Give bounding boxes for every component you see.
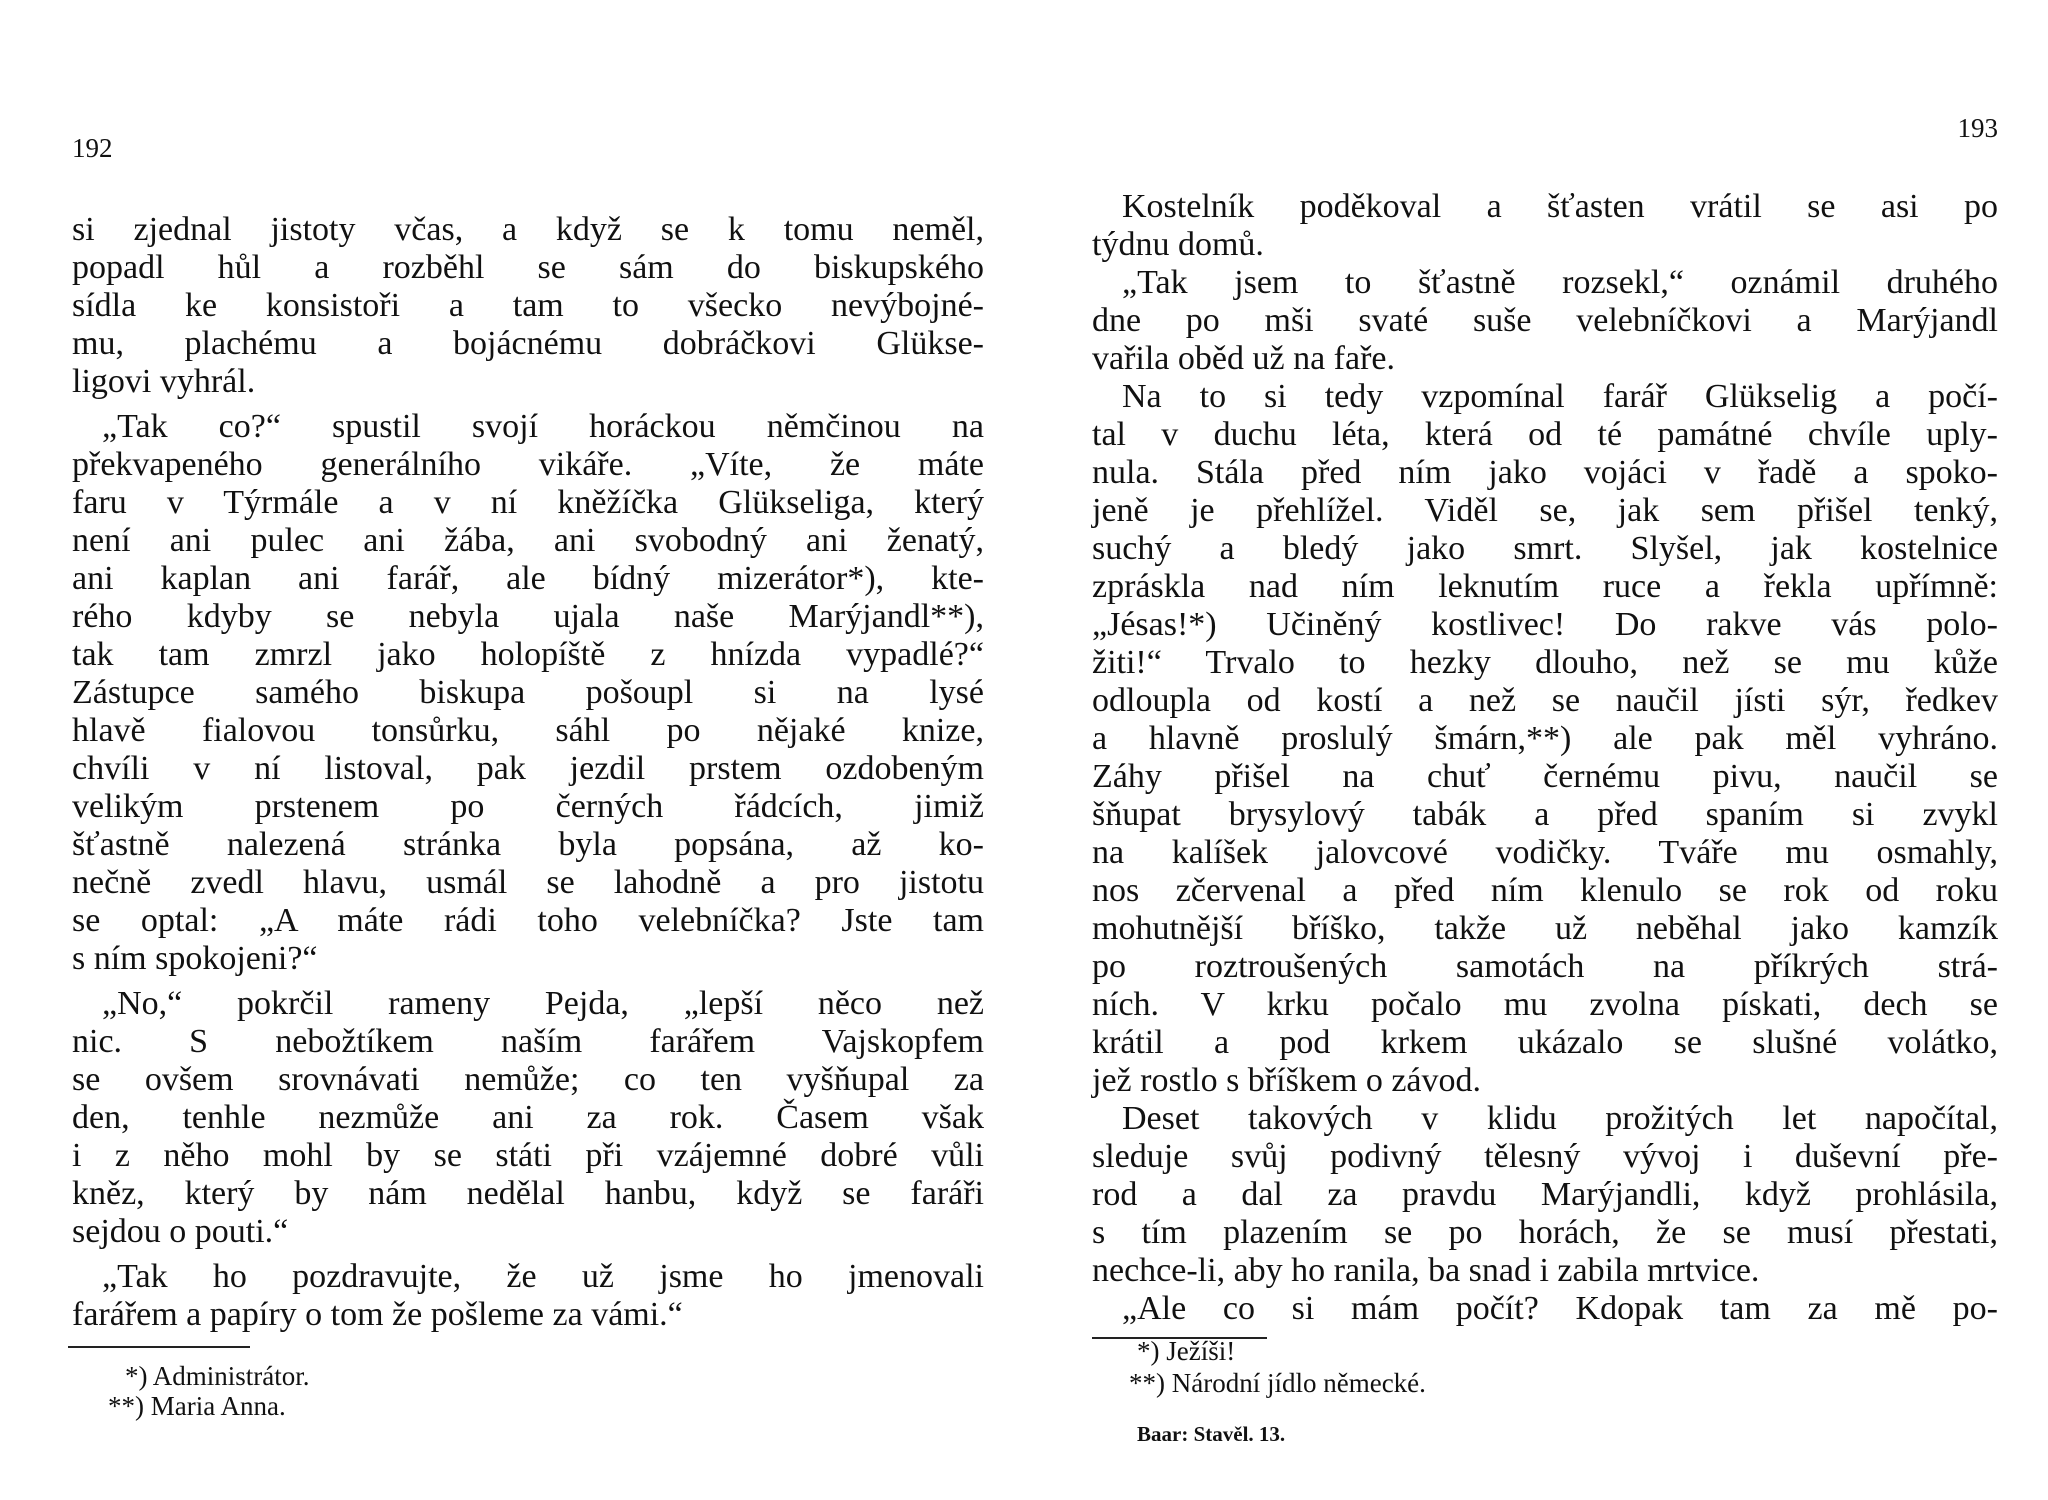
text-line: týdnu domů. <box>1092 226 1264 263</box>
text-line: jež rostlo s bříškem o závod. <box>1092 1062 1482 1099</box>
text-line: sídla ke konsistoři a tam to všecko nevýbojné- <box>72 287 984 324</box>
text-line: se optal: „A máte rádi toho velebníčka? Jste tam <box>72 902 984 939</box>
text-line: tak tam zmrzl jako holopíště z hnízda vypadlé?“ <box>72 636 984 673</box>
right-page-body <box>1092 188 1998 1328</box>
text-line: nula. Stála před ním jako vojáci v řadě a spoko- <box>1092 454 1998 491</box>
text-line: nečně zvedl hlavu, usmál se lahodně a pro jistotu <box>72 864 984 901</box>
page-number-left: 192 <box>72 133 113 163</box>
text-line: mohutnější bříško, takže už neběhal jako kamzík <box>1092 910 1998 947</box>
text-line: Zástupce samého biskupa pošoupl si na lysé <box>72 674 984 711</box>
text-line: překvapeného generálního vikáře. „Víte, že máte <box>72 446 984 483</box>
text-line: popadl hůl a rozběhl se sám do biskupského <box>72 249 984 286</box>
footnote-text: Maria Anna. <box>150 1391 286 1421</box>
text-line: Na to si tedy vzpomínal farář Glükselig a počí- <box>1122 378 1998 415</box>
text-line: dne po mši svaté suše velebníčkovi a Marýjandl <box>1092 302 1998 339</box>
text-line: ligovi vyhrál. <box>72 363 256 400</box>
footnote-mark: **) <box>1129 1368 1165 1398</box>
text-line: šňupat brysylový tabák a před spaním si zvykl <box>1092 796 1998 833</box>
text-line: nos zčervenal a před ním klenulo se rok od roku <box>1092 872 1998 909</box>
text-line: den, tenhle nezmůže ani za rok. Časem však <box>72 1099 984 1136</box>
text-line: ani kaplan ani farář, ale bídný mizerátor*), kte- <box>72 560 984 597</box>
text-line: odloupla od kostí a než se naučil jísti sýr, ředkev <box>1092 682 1998 719</box>
text-line: „Tak jsem to šťastně rozsekl,“ oznámil druhého <box>1122 264 1998 301</box>
paragraph <box>1092 1100 1998 1290</box>
footnote-left-2 <box>108 1391 286 1421</box>
text-line: suchý a bledý jako smrt. Slyšel, jak kostelnice <box>1092 530 1998 567</box>
text-line: Záhy přišel na chuť černému pivu, naučil se <box>1092 758 1998 795</box>
text-line: nechce-li, aby ho ranila, ba snad i zabila mrtvice. <box>1092 1252 1760 1289</box>
text-line: chvíli v ní listoval, pak jezdil prstem ozdobeným <box>72 750 984 787</box>
text-line: velikým prstenem po černých řádcích, jimiž <box>72 788 984 825</box>
paragraph <box>1092 264 1998 378</box>
text-line: si zjednal jistoty včas, a když se k tomu neměl, <box>72 211 984 248</box>
paragraph <box>72 985 984 1251</box>
text-line: kněz, který by nám nedělal hanbu, když se faráři <box>72 1175 984 1212</box>
paragraph <box>1092 1290 1998 1328</box>
paragraph <box>72 408 984 978</box>
text-line: po roztroušených samotách na příkrých strá- <box>1092 948 1998 985</box>
text-line: jeně je přehlížel. Viděl se, jak sem přišel tenký, <box>1092 492 1998 529</box>
printer-signature: Baar: Stavěl. 13. <box>1137 1422 1286 1446</box>
text-line: „Tak co?“ spustil svojí horáckou němčinou na <box>102 408 984 445</box>
text-line: mu, plachému a bojácnému dobráčkovi Glükse- <box>72 325 984 362</box>
footnote-mark: **) <box>108 1391 144 1421</box>
text-line: s ním spokojeni?“ <box>72 940 318 977</box>
left-page-body <box>72 211 984 1334</box>
text-line: rod a dal za pravdu Marýjandli, když prohlásila, <box>1092 1176 1998 1213</box>
footnote-text: Ježíši! <box>1166 1336 1236 1366</box>
text-line: s tím plazením se po horách, že se musí přestati, <box>1092 1214 1998 1251</box>
paragraph <box>1092 188 1998 264</box>
text-line: faru v Týrmále a v ní kněžíčka Glükseliga, který <box>72 484 984 521</box>
text-line: i z něho mohl by se státi při vzájemné dobré vůli <box>72 1137 984 1174</box>
text-line: šťastně nalezená stránka byla popsána, až ko- <box>72 826 984 863</box>
footnote-left-1 <box>125 1361 310 1391</box>
text-line: zpráskla nad ním leknutím ruce a řekla upřímně: <box>1092 568 1998 605</box>
text-line: sleduje svůj podivný tělesný vývoj i duševní pře- <box>1092 1138 1998 1175</box>
footnote-mark: *) <box>125 1361 148 1391</box>
text-line: „No,“ pokrčil rameny Pejda, „lepší něco než <box>102 985 984 1022</box>
paragraph <box>72 1258 984 1334</box>
text-line: na kalíšek jalovcové vodičky. Tváře mu osmahly, <box>1092 834 1998 871</box>
footnote-text: Národní jídlo německé. <box>1171 1368 1426 1398</box>
text-line: sejdou o pouti.“ <box>72 1213 289 1250</box>
text-line: hlavě fialovou tonsůrku, sáhl po nějaké knize, <box>72 712 984 749</box>
footnote-right-2 <box>1129 1368 1426 1398</box>
text-line: „Jésas!*) Učiněný kostlivec! Do rakve vás polo- <box>1092 606 1998 643</box>
paragraph <box>72 211 984 401</box>
text-line: ních. V krku počalo mu zvolna pískati, dech se <box>1092 986 1998 1023</box>
text-line: se ovšem srovnávati nemůže; co ten vyšňupal za <box>72 1061 984 1098</box>
page-number-right: 193 <box>1957 113 1998 143</box>
paragraph <box>1092 378 1998 1100</box>
text-line: rého kdyby se nebyla ujala naše Marýjandl**), <box>72 598 984 635</box>
text-line: vařila oběd už na faře. <box>1092 340 1395 377</box>
footnote-divider-left <box>68 1346 250 1348</box>
text-line: krátil a pod krkem ukázalo se slušné volátko, <box>1092 1024 1998 1061</box>
text-line: farářem a papíry o tom že pošleme za vámi.“ <box>72 1296 683 1333</box>
text-line: Deset takových v klidu prožitých let napočítal, <box>1122 1100 1998 1137</box>
footnote-mark: *) <box>1137 1336 1160 1366</box>
text-line: „Ale co si mám počít? Kdopak tam za mě po- <box>1122 1290 1998 1327</box>
text-line: a hlavně proslulý šmárn,**) ale pak měl vyhráno. <box>1092 720 1998 757</box>
text-line: není ani pulec ani žába, ani svobodný ani ženatý, <box>72 522 984 559</box>
footnote-right-1 <box>1137 1336 1235 1366</box>
text-line: žiti!“ Trvalo to hezky dlouho, než se mu kůže <box>1092 644 1998 681</box>
text-line: „Tak ho pozdravujte, že už jsme ho jmenovali <box>102 1258 984 1295</box>
footnote-text: Administrátor. <box>152 1361 310 1391</box>
text-line: nic. S nebožtíkem naším farářem Vajskopfem <box>72 1023 984 1060</box>
text-line: Kostelník poděkoval a šťasten vrátil se asi po <box>1122 188 1998 225</box>
text-line: tal v duchu léta, která od té památné chvíle uply- <box>1092 416 1998 453</box>
